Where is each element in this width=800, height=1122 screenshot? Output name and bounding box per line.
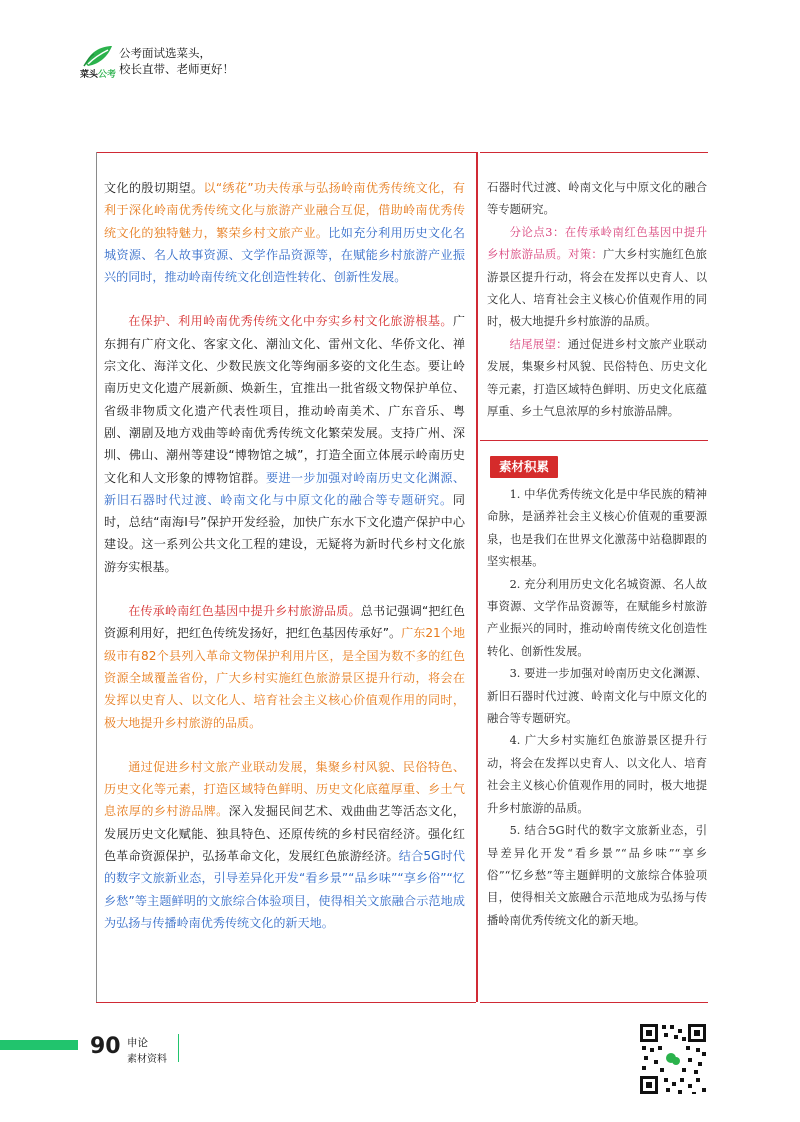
p3-heading: 在传承岭南红色基因中提升乡村旅游品质。 xyxy=(128,604,361,619)
brand-name: 菜头 xyxy=(80,70,99,80)
left-margin-line xyxy=(96,152,97,1002)
header-slogan xyxy=(119,45,234,77)
paragraph-3 xyxy=(104,600,465,734)
brand-suffix: 公考 xyxy=(98,70,117,80)
material-item-5: 5. 结合5G时代的数字文旅新业态，引导差异化开发“看乡景”“品乡味”“享乡俗”“忆乡愁”等主题鲜明的文旅综合体验项目，使得相关文旅融合示范地成为弘扬与传播岭南优秀传统文化的新天地。 xyxy=(487,824,707,927)
qr-code-icon[interactable] xyxy=(638,1022,708,1096)
section-name: 申论 xyxy=(127,1037,148,1049)
p2-heading: 在保护、利用岭南优秀传统文化中夯实乡村文化旅游根基。 xyxy=(128,314,453,329)
main-article-column xyxy=(104,177,465,956)
note-3-label: 结尾展望： xyxy=(509,337,568,351)
material-item-1: 1. 中华优秀传统文化是中华民族的精神命脉，是涵养社会主义核心价值观的重要源泉，也是我们在世界文化激荡中站稳脚跟的坚实根基。 xyxy=(487,488,707,569)
note-3 xyxy=(487,334,707,424)
material-list xyxy=(487,484,707,932)
material-item-4: 4. 广大乡村实施红色旅游景区提升行动，将会在发挥以史育人、以文化人、培育社会主义核心价值观作用的同时，极大地提升乡村旅游的品质。 xyxy=(487,734,707,815)
paragraph-2 xyxy=(104,310,465,578)
p1-text-b: 以“绣花”功夫传承与弘扬岭南优秀传统文化，有利于深化岭南优秀传统文化与旅游产业融合互促，借助岭南优秀传统文化的独特魅力，繁荣乡村文旅产业。 xyxy=(104,181,465,240)
p1-text-a: 文化的殷切期望。 xyxy=(104,181,204,195)
paragraph-4 xyxy=(104,756,465,934)
note-3-text: 通过促进乡村文旅产业联动发展，集聚乡村风貌、民俗特色、历史文化等元素，打造区域特色鲜明、历史文化底蕴厚重、乡土气息浓厚的乡村旅游品牌。 xyxy=(487,337,707,419)
p4-text-b: 深入发掘民间艺术、戏曲曲艺等活态文化，发展历史文化赋能、独具特色、还原传统的乡村民宿经济。强化红色革命资源保护，弘扬革命文化，发展红色旅游经济。 xyxy=(104,804,465,864)
footer-accent-bar xyxy=(0,1040,78,1050)
note-2-text: 广大乡村实施红色旅游景区提升行动，将会在发挥以史育人、以文化人、培育社会主义核心价值观作用的同时，极大地提升乡村旅游的品质。 xyxy=(487,248,707,329)
note-1: 石器时代过渡、岭南文化与中原文化的融合等专题研究。 xyxy=(487,181,707,217)
slogan-line-2: 校长直带、老师更好！ xyxy=(119,62,234,76)
p3-text-b: 总书记强调“把红色资源利用好，把红色传统发扬好，把红色基因传承好”。 xyxy=(104,604,465,641)
slogan-line-1: 公考面试选菜头， xyxy=(119,46,211,60)
footer-divider xyxy=(178,1034,179,1062)
note-2 xyxy=(487,222,707,334)
right-box-rule xyxy=(480,440,708,441)
p2-text-d: 同时，总结“南海Ⅰ号”保护开发经验，加快广东水下文化遗产保护中心建设。这一系列公共文化工程的建设，无疑将为新时代乡村文化旅游夯实根基。 xyxy=(104,492,465,574)
p1-text-c: 比如充分利用历史文化名城资源、名人故事资源、文学作品资源等，在赋能乡村旅游产业振兴的同时，推动岭南传统文化创造性转化、创新性发展。 xyxy=(104,225,465,285)
p2-text-b: 广东拥有广府文化、客家文化、潮汕文化、雷州文化、华侨文化、禅宗文化、海洋文化、少数民族文化等绚丽多姿的文化生态。要让岭南历史文化遗产展新颜、焕新生，宜推出一批省级文物保护单位、省级非物质文化遗产代表性项目，推动岭南美术、广东音乐、粤剧、潮剧及地方戏曲等岭南优秀传统文化繁荣发展。支持广州、深圳、佛山、潮州等建设“博物馆之城”，打造全面立体展示岭南历史文化和人文形象的博物馆群。 xyxy=(104,314,465,485)
p4-text-c: 结合5G时代的数字文旅新业态，引导差异化开发“看乡景”“品乡味”“享乡俗”“忆乡愁”等主题鲜明的文旅综合体验项目，使得相关文旅融合示范地成为弘扬与传播岭南优秀传统文化的新天地。 xyxy=(104,849,465,930)
column-divider xyxy=(476,152,478,1002)
material-item-3: 3. 要进一步加强对岭南历史文化渊源、新旧石器时代过渡、岭南文化与中原文化的融合等专题研究。 xyxy=(487,667,707,726)
note-2-label-2: 对策： xyxy=(568,248,603,262)
bottom-rule-right xyxy=(480,1002,708,1003)
top-rule-right xyxy=(480,152,708,153)
top-rule-left xyxy=(96,152,476,153)
p2-text-c: 要进一步加强对岭南历史文化渊源、新旧石器时代过渡、岭南文化与中原文化的融合等专题研究。 xyxy=(104,470,465,507)
outline-notes xyxy=(487,177,707,423)
material-item-2: 2. 充分利用历史文化名城资源、名人故事资源、文学作品资源等，在赋能乡村旅游产业振兴的同时，推动岭南传统文化创造性转化、创新性发展。 xyxy=(487,577,707,658)
material-accumulation-tag: 素材积累 xyxy=(490,456,558,478)
bottom-rule-left xyxy=(96,1002,476,1003)
note-2-label: 分论点3：在传承岭南红色基因中提升乡村旅游品质。 xyxy=(487,225,707,262)
p4-text-a: 通过促进乡村文旅产业联动发展，集聚乡村风貌、民俗特色、历史文化等元素，打造区域特色鲜明、历史文化底蕴厚重、乡土气息浓厚的乡村游品牌。 xyxy=(104,759,465,819)
p3-text-c: 广东21个地级市有82个县列入革命文物保护利用片区，是全国为数不多的红色资源全域覆盖省份，广大乡村实施红色旅游景区提升行动，将会在发挥以史育人、以文化人、培育社会主义核心价值观作用的同时，极大地提升乡村旅游的品质。 xyxy=(104,626,465,730)
brand-logo-text xyxy=(80,67,116,80)
paragraph-1 xyxy=(104,177,465,288)
page-number: 90 xyxy=(90,1034,121,1059)
section-subname: 素材资料 xyxy=(127,1054,167,1065)
